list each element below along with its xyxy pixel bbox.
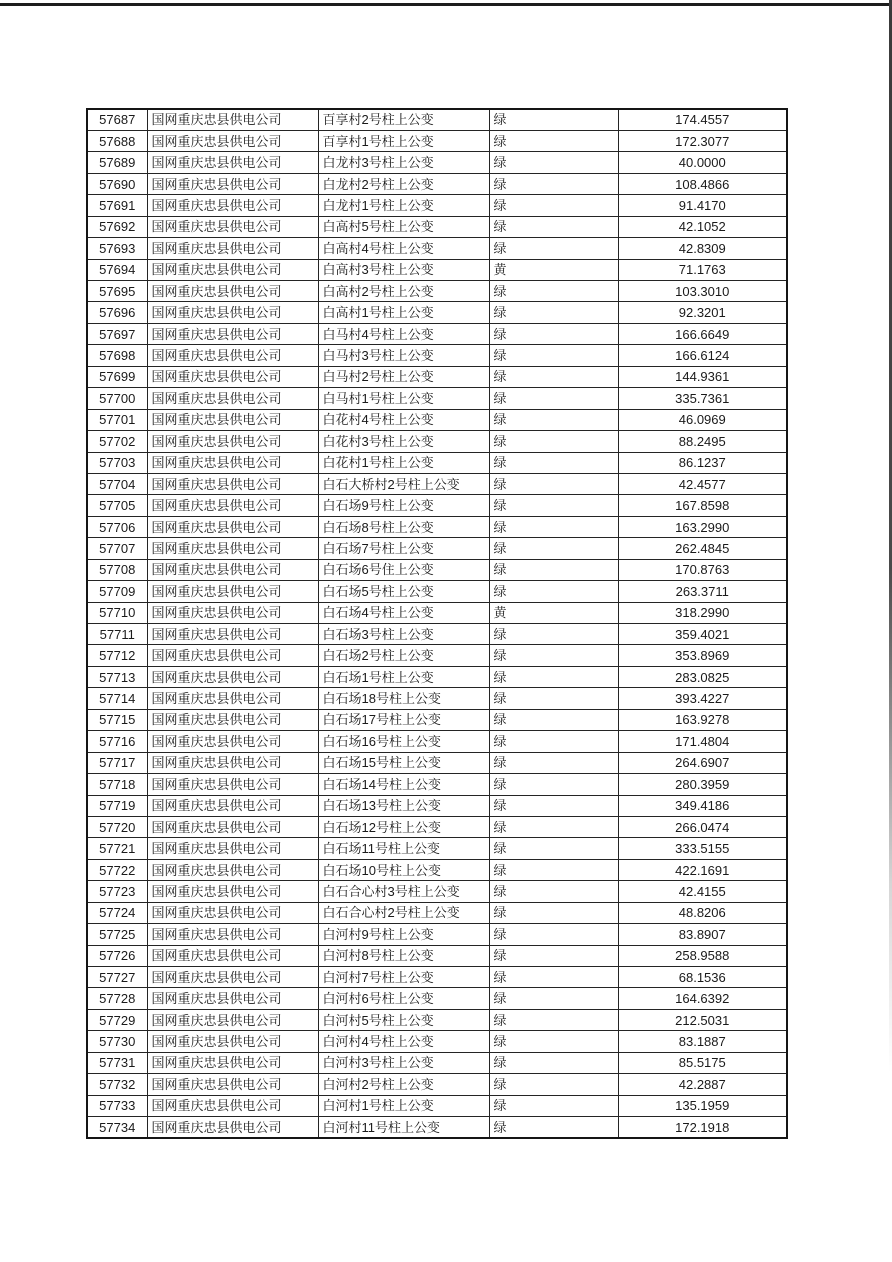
cell-value: 280.3959 <box>618 774 787 795</box>
table-row <box>87 967 787 988</box>
cell-company: 国网重庆忠县供电公司 <box>147 581 318 602</box>
cell-status: 绿 <box>489 473 618 494</box>
cell-status: 绿 <box>489 495 618 516</box>
cell-company: 国网重庆忠县供电公司 <box>147 345 318 366</box>
cell-id: 57689 <box>87 152 147 173</box>
cell-company: 国网重庆忠县供电公司 <box>147 988 318 1009</box>
cell-status: 绿 <box>489 1052 618 1073</box>
cell-company: 国网重庆忠县供电公司 <box>147 431 318 452</box>
table-row <box>87 1052 787 1073</box>
cell-value: 103.3010 <box>618 281 787 302</box>
cell-company: 国网重庆忠县供电公司 <box>147 881 318 902</box>
cell-id: 57726 <box>87 945 147 966</box>
table-row <box>87 1117 787 1138</box>
table-row <box>87 774 787 795</box>
cell-value: 166.6649 <box>618 323 787 344</box>
cell-company: 国网重庆忠县供电公司 <box>147 774 318 795</box>
cell-status: 绿 <box>489 688 618 709</box>
cell-status: 黄 <box>489 602 618 623</box>
cell-id: 57707 <box>87 538 147 559</box>
cell-value: 42.4155 <box>618 881 787 902</box>
cell-value: 86.1237 <box>618 452 787 473</box>
table-row <box>87 259 787 280</box>
table-row <box>87 988 787 1009</box>
cell-status: 绿 <box>489 216 618 237</box>
cell-value: 91.4170 <box>618 195 787 216</box>
cell-value: 422.1691 <box>618 859 787 880</box>
cell-id: 57701 <box>87 409 147 430</box>
cell-id: 57729 <box>87 1009 147 1030</box>
cell-name: 白石场11号柱上公变 <box>318 838 489 859</box>
cell-company: 国网重庆忠县供电公司 <box>147 109 318 130</box>
cell-status: 绿 <box>489 559 618 580</box>
table-body <box>87 109 787 1138</box>
cell-status: 绿 <box>489 967 618 988</box>
table-row <box>87 409 787 430</box>
cell-id: 57718 <box>87 774 147 795</box>
cell-id: 57722 <box>87 859 147 880</box>
cell-value: 48.8206 <box>618 902 787 923</box>
cell-value: 71.1763 <box>618 259 787 280</box>
cell-company: 国网重庆忠县供电公司 <box>147 1117 318 1138</box>
cell-company: 国网重庆忠县供电公司 <box>147 516 318 537</box>
cell-name: 白石场14号柱上公变 <box>318 774 489 795</box>
cell-company: 国网重庆忠县供电公司 <box>147 366 318 387</box>
cell-value: 318.2990 <box>618 602 787 623</box>
cell-name: 白河村7号柱上公变 <box>318 967 489 988</box>
cell-company: 国网重庆忠县供电公司 <box>147 624 318 645</box>
cell-name: 白高村2号柱上公变 <box>318 281 489 302</box>
cell-company: 国网重庆忠县供电公司 <box>147 924 318 945</box>
cell-status: 绿 <box>489 281 618 302</box>
cell-status: 绿 <box>489 409 618 430</box>
cell-value: 42.2887 <box>618 1074 787 1095</box>
cell-value: 393.4227 <box>618 688 787 709</box>
table-row <box>87 731 787 752</box>
cell-status: 绿 <box>489 152 618 173</box>
cell-id: 57708 <box>87 559 147 580</box>
cell-id: 57725 <box>87 924 147 945</box>
cell-id: 57720 <box>87 816 147 837</box>
cell-company: 国网重庆忠县供电公司 <box>147 666 318 687</box>
cell-company: 国网重庆忠县供电公司 <box>147 859 318 880</box>
table-row <box>87 688 787 709</box>
cell-name: 白马村4号柱上公变 <box>318 323 489 344</box>
cell-name: 白石场5号柱上公变 <box>318 581 489 602</box>
table-row <box>87 838 787 859</box>
cell-name: 百享村2号柱上公变 <box>318 109 489 130</box>
cell-status: 绿 <box>489 881 618 902</box>
cell-status: 绿 <box>489 645 618 666</box>
cell-value: 166.6124 <box>618 345 787 366</box>
cell-id: 57693 <box>87 238 147 259</box>
cell-value: 163.9278 <box>618 709 787 730</box>
cell-status: 绿 <box>489 924 618 945</box>
cell-status: 绿 <box>489 366 618 387</box>
cell-value: 108.4866 <box>618 173 787 194</box>
cell-name: 白花村4号柱上公变 <box>318 409 489 430</box>
cell-company: 国网重庆忠县供电公司 <box>147 752 318 773</box>
table-row <box>87 581 787 602</box>
cell-name: 白河村1号柱上公变 <box>318 1095 489 1116</box>
cell-company: 国网重庆忠县供电公司 <box>147 1052 318 1073</box>
cell-value: 172.3077 <box>618 130 787 151</box>
cell-status: 绿 <box>489 709 618 730</box>
cell-status: 绿 <box>489 1074 618 1095</box>
cell-company: 国网重庆忠县供电公司 <box>147 495 318 516</box>
cell-name: 白石合心村3号柱上公变 <box>318 881 489 902</box>
cell-company: 国网重庆忠县供电公司 <box>147 709 318 730</box>
cell-name: 白石场17号柱上公变 <box>318 709 489 730</box>
cell-id: 57714 <box>87 688 147 709</box>
cell-company: 国网重庆忠县供电公司 <box>147 945 318 966</box>
cell-name: 白高村5号柱上公变 <box>318 216 489 237</box>
cell-id: 57716 <box>87 731 147 752</box>
cell-value: 359.4021 <box>618 624 787 645</box>
table-row <box>87 1095 787 1116</box>
cell-name: 白石场10号柱上公变 <box>318 859 489 880</box>
cell-value: 163.2990 <box>618 516 787 537</box>
table-row <box>87 1031 787 1052</box>
cell-company: 国网重庆忠县供电公司 <box>147 216 318 237</box>
table-row <box>87 1074 787 1095</box>
cell-status: 绿 <box>489 302 618 323</box>
table-row <box>87 881 787 902</box>
cell-value: 68.1536 <box>618 967 787 988</box>
cell-id: 57713 <box>87 666 147 687</box>
table-row <box>87 216 787 237</box>
cell-company: 国网重庆忠县供电公司 <box>147 688 318 709</box>
cell-status: 绿 <box>489 1117 618 1138</box>
cell-value: 283.0825 <box>618 666 787 687</box>
cell-status: 绿 <box>489 731 618 752</box>
cell-value: 333.5155 <box>618 838 787 859</box>
cell-id: 57731 <box>87 1052 147 1073</box>
table-row <box>87 602 787 623</box>
cell-id: 57700 <box>87 388 147 409</box>
cell-name: 白石场2号柱上公变 <box>318 645 489 666</box>
cell-status: 绿 <box>489 238 618 259</box>
cell-company: 国网重庆忠县供电公司 <box>147 1074 318 1095</box>
cell-status: 绿 <box>489 859 618 880</box>
cell-company: 国网重庆忠县供电公司 <box>147 602 318 623</box>
table-row <box>87 945 787 966</box>
cell-status: 绿 <box>489 345 618 366</box>
cell-id: 57715 <box>87 709 147 730</box>
cell-value: 85.5175 <box>618 1052 787 1073</box>
table-row <box>87 516 787 537</box>
cell-name: 白花村3号柱上公变 <box>318 431 489 452</box>
cell-id: 57711 <box>87 624 147 645</box>
cell-status: 绿 <box>489 1095 618 1116</box>
cell-status: 绿 <box>489 538 618 559</box>
table-row <box>87 281 787 302</box>
table-row <box>87 859 787 880</box>
cell-name: 白石大桥村2号柱上公变 <box>318 473 489 494</box>
cell-status: 绿 <box>489 431 618 452</box>
cell-status: 绿 <box>489 195 618 216</box>
cell-status: 绿 <box>489 581 618 602</box>
cell-name: 白河村6号柱上公变 <box>318 988 489 1009</box>
cell-company: 国网重庆忠县供电公司 <box>147 130 318 151</box>
table-row <box>87 709 787 730</box>
cell-value: 83.8907 <box>618 924 787 945</box>
cell-name: 白石场7号柱上公变 <box>318 538 489 559</box>
cell-id: 57695 <box>87 281 147 302</box>
cell-id: 57717 <box>87 752 147 773</box>
table-row <box>87 902 787 923</box>
cell-value: 164.6392 <box>618 988 787 1009</box>
cell-name: 白河村5号柱上公变 <box>318 1009 489 1030</box>
cell-name: 白石场12号柱上公变 <box>318 816 489 837</box>
cell-company: 国网重庆忠县供电公司 <box>147 1031 318 1052</box>
cell-status: 绿 <box>489 516 618 537</box>
cell-company: 国网重庆忠县供电公司 <box>147 795 318 816</box>
cell-name: 白石场15号柱上公变 <box>318 752 489 773</box>
table-row <box>87 238 787 259</box>
cell-value: 266.0474 <box>618 816 787 837</box>
cell-value: 92.3201 <box>618 302 787 323</box>
cell-company: 国网重庆忠县供电公司 <box>147 645 318 666</box>
cell-value: 262.4845 <box>618 538 787 559</box>
cell-status: 绿 <box>489 795 618 816</box>
cell-status: 绿 <box>489 624 618 645</box>
cell-name: 白石场1号柱上公变 <box>318 666 489 687</box>
table-row <box>87 624 787 645</box>
cell-company: 国网重庆忠县供电公司 <box>147 238 318 259</box>
table-row <box>87 195 787 216</box>
cell-id: 57705 <box>87 495 147 516</box>
cell-company: 国网重庆忠县供电公司 <box>147 967 318 988</box>
cell-status: 绿 <box>489 666 618 687</box>
cell-name: 百享村1号柱上公变 <box>318 130 489 151</box>
cell-company: 国网重庆忠县供电公司 <box>147 173 318 194</box>
cell-status: 绿 <box>489 173 618 194</box>
cell-value: 353.8969 <box>618 645 787 666</box>
cell-name: 白马村2号柱上公变 <box>318 366 489 387</box>
cell-company: 国网重庆忠县供电公司 <box>147 409 318 430</box>
cell-name: 白高村3号柱上公变 <box>318 259 489 280</box>
cell-value: 83.1887 <box>618 1031 787 1052</box>
cell-value: 258.9588 <box>618 945 787 966</box>
cell-id: 57732 <box>87 1074 147 1095</box>
cell-id: 57691 <box>87 195 147 216</box>
cell-id: 57692 <box>87 216 147 237</box>
table-row <box>87 130 787 151</box>
cell-company: 国网重庆忠县供电公司 <box>147 731 318 752</box>
cell-value: 174.4557 <box>618 109 787 130</box>
table-row <box>87 345 787 366</box>
cell-name: 白马村1号柱上公变 <box>318 388 489 409</box>
cell-company: 国网重庆忠县供电公司 <box>147 281 318 302</box>
cell-name: 白高村1号柱上公变 <box>318 302 489 323</box>
cell-name: 白龙村3号柱上公变 <box>318 152 489 173</box>
cell-status: 绿 <box>489 130 618 151</box>
cell-company: 国网重庆忠县供电公司 <box>147 195 318 216</box>
table-row <box>87 109 787 130</box>
cell-value: 46.0969 <box>618 409 787 430</box>
cell-id: 57709 <box>87 581 147 602</box>
cell-company: 国网重庆忠县供电公司 <box>147 152 318 173</box>
cell-status: 绿 <box>489 1031 618 1052</box>
cell-name: 白石场18号柱上公变 <box>318 688 489 709</box>
cell-name: 白河村8号柱上公变 <box>318 945 489 966</box>
table-row <box>87 366 787 387</box>
cell-name: 白高村4号柱上公变 <box>318 238 489 259</box>
cell-value: 167.8598 <box>618 495 787 516</box>
cell-name: 白河村9号柱上公变 <box>318 924 489 945</box>
cell-id: 57699 <box>87 366 147 387</box>
table-row <box>87 473 787 494</box>
table-row <box>87 795 787 816</box>
cell-id: 57721 <box>87 838 147 859</box>
cell-id: 57696 <box>87 302 147 323</box>
cell-value: 42.8309 <box>618 238 787 259</box>
cell-value: 172.1918 <box>618 1117 787 1138</box>
cell-name: 白河村11号柱上公变 <box>318 1117 489 1138</box>
cell-status: 绿 <box>489 388 618 409</box>
cell-id: 57723 <box>87 881 147 902</box>
cell-value: 135.1959 <box>618 1095 787 1116</box>
cell-status: 绿 <box>489 774 618 795</box>
cell-name: 白马村3号柱上公变 <box>318 345 489 366</box>
table-row <box>87 388 787 409</box>
table-row <box>87 666 787 687</box>
cell-company: 国网重庆忠县供电公司 <box>147 902 318 923</box>
cell-id: 57690 <box>87 173 147 194</box>
cell-id: 57730 <box>87 1031 147 1052</box>
transformer-data-table <box>86 108 788 1139</box>
cell-id: 57712 <box>87 645 147 666</box>
cell-status: 绿 <box>489 945 618 966</box>
cell-name: 白河村3号柱上公变 <box>318 1052 489 1073</box>
cell-value: 171.4804 <box>618 731 787 752</box>
cell-name: 白石场13号柱上公变 <box>318 795 489 816</box>
cell-status: 绿 <box>489 988 618 1009</box>
cell-company: 国网重庆忠县供电公司 <box>147 1095 318 1116</box>
table-row <box>87 645 787 666</box>
table-row <box>87 452 787 473</box>
cell-id: 57688 <box>87 130 147 151</box>
cell-id: 57704 <box>87 473 147 494</box>
cell-id: 57697 <box>87 323 147 344</box>
cell-id: 57724 <box>87 902 147 923</box>
cell-company: 国网重庆忠县供电公司 <box>147 323 318 344</box>
cell-value: 144.9361 <box>618 366 787 387</box>
cell-status: 绿 <box>489 838 618 859</box>
table-row <box>87 816 787 837</box>
table-row <box>87 538 787 559</box>
cell-status: 绿 <box>489 452 618 473</box>
table-row <box>87 1009 787 1030</box>
cell-name: 白石场9号柱上公变 <box>318 495 489 516</box>
cell-company: 国网重庆忠县供电公司 <box>147 1009 318 1030</box>
cell-id: 57710 <box>87 602 147 623</box>
cell-value: 42.4577 <box>618 473 787 494</box>
cell-name: 白石场16号柱上公变 <box>318 731 489 752</box>
cell-name: 白河村2号柱上公变 <box>318 1074 489 1095</box>
cell-id: 57694 <box>87 259 147 280</box>
cell-id: 57733 <box>87 1095 147 1116</box>
cell-company: 国网重庆忠县供电公司 <box>147 538 318 559</box>
cell-company: 国网重庆忠县供电公司 <box>147 473 318 494</box>
cell-name: 白石场6号住上公变 <box>318 559 489 580</box>
cell-status: 绿 <box>489 109 618 130</box>
cell-value: 88.2495 <box>618 431 787 452</box>
cell-id: 57702 <box>87 431 147 452</box>
cell-value: 263.3711 <box>618 581 787 602</box>
cell-company: 国网重庆忠县供电公司 <box>147 816 318 837</box>
cell-name: 白石合心村2号柱上公变 <box>318 902 489 923</box>
cell-name: 白花村1号柱上公变 <box>318 452 489 473</box>
cell-id: 57706 <box>87 516 147 537</box>
cell-status: 绿 <box>489 1009 618 1030</box>
cell-value: 264.6907 <box>618 752 787 773</box>
cell-company: 国网重庆忠县供电公司 <box>147 259 318 280</box>
cell-status: 绿 <box>489 902 618 923</box>
cell-company: 国网重庆忠县供电公司 <box>147 388 318 409</box>
cell-id: 57687 <box>87 109 147 130</box>
cell-id: 57703 <box>87 452 147 473</box>
cell-name: 白石场8号柱上公变 <box>318 516 489 537</box>
table-row <box>87 302 787 323</box>
cell-id: 57698 <box>87 345 147 366</box>
table-row <box>87 173 787 194</box>
cell-id: 57727 <box>87 967 147 988</box>
cell-status: 绿 <box>489 816 618 837</box>
cell-company: 国网重庆忠县供电公司 <box>147 559 318 580</box>
table-row <box>87 924 787 945</box>
table-row <box>87 152 787 173</box>
table-row <box>87 495 787 516</box>
cell-company: 国网重庆忠县供电公司 <box>147 452 318 473</box>
cell-value: 212.5031 <box>618 1009 787 1030</box>
cell-name: 白石场4号柱上公变 <box>318 602 489 623</box>
table-row <box>87 752 787 773</box>
table-row <box>87 323 787 344</box>
cell-value: 42.1052 <box>618 216 787 237</box>
cell-status: 绿 <box>489 752 618 773</box>
cell-id: 57734 <box>87 1117 147 1138</box>
cell-status: 绿 <box>489 323 618 344</box>
cell-status: 黄 <box>489 259 618 280</box>
cell-name: 白龙村1号柱上公变 <box>318 195 489 216</box>
table-row <box>87 559 787 580</box>
cell-name: 白石场3号柱上公变 <box>318 624 489 645</box>
cell-id: 57719 <box>87 795 147 816</box>
cell-value: 40.0000 <box>618 152 787 173</box>
table-row <box>87 431 787 452</box>
cell-company: 国网重庆忠县供电公司 <box>147 838 318 859</box>
cell-name: 白河村4号柱上公变 <box>318 1031 489 1052</box>
cell-value: 349.4186 <box>618 795 787 816</box>
cell-id: 57728 <box>87 988 147 1009</box>
cell-company: 国网重庆忠县供电公司 <box>147 302 318 323</box>
cell-name: 白龙村2号柱上公变 <box>318 173 489 194</box>
cell-value: 335.7361 <box>618 388 787 409</box>
page-top-scan-line <box>0 3 892 6</box>
cell-value: 170.8763 <box>618 559 787 580</box>
